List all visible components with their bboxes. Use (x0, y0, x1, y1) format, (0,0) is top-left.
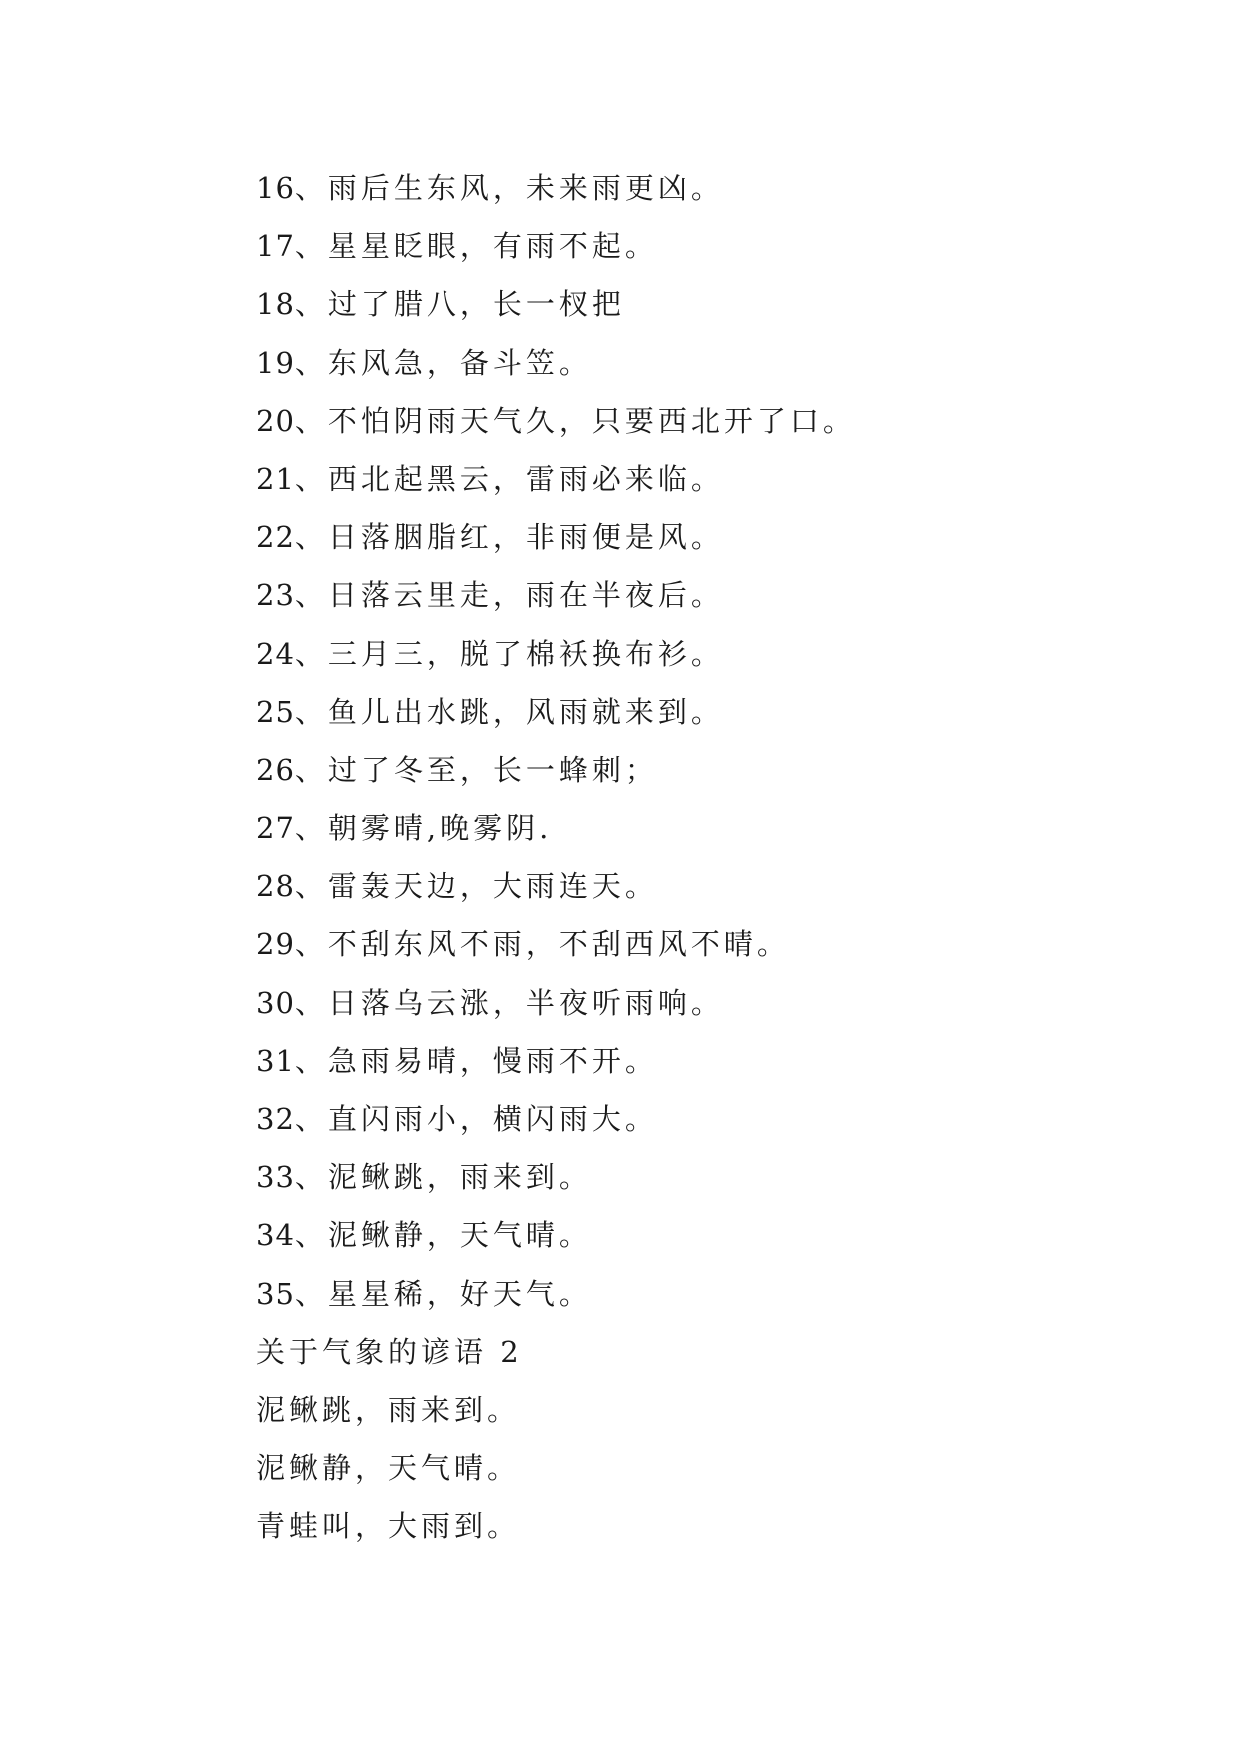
item-text: 、雨后生东风，未来雨更凶。 (294, 171, 724, 205)
item-number: 17 (256, 229, 295, 264)
item-number: 35 (256, 1276, 295, 1311)
list-item (256, 392, 1156, 450)
item-text: 、不怕阴雨天气久，只要西北开了口。 (294, 403, 856, 438)
item-text: 、西北起黑云，雷雨必来临。 (294, 461, 724, 496)
item-text: 、朝雾晴,晚雾阴. (294, 811, 553, 846)
list-item (256, 334, 1156, 392)
item-text: 、星星稀，好天气。 (294, 1276, 592, 1311)
list-item (256, 625, 1156, 683)
item-number: 18 (256, 287, 295, 322)
item-text: 、急雨易晴，慢雨不开。 (294, 1043, 658, 1078)
item-number: 26 (256, 752, 295, 787)
list-item (256, 1265, 1156, 1323)
item-text: 、鱼儿出水跳，风雨就来到。 (294, 694, 724, 729)
item-text: 、星星眨眼，有雨不起。 (294, 229, 658, 264)
item-number: 16 (256, 171, 295, 205)
item-text: 、直闪雨小，横闪雨大。 (294, 1102, 658, 1136)
list-item (256, 857, 1156, 915)
list-item (256, 1206, 1156, 1264)
item-text: 、过了冬至，长一蜂刺； (294, 752, 658, 787)
item-number: 34 (256, 1218, 295, 1253)
item-text: 、东风急，备斗笠。 (294, 345, 592, 380)
item-text: 、不刮东风不雨，不刮西风不晴。 (294, 927, 790, 962)
list-item (256, 1032, 1156, 1090)
list-item (256, 974, 1156, 1032)
item-number: 29 (256, 927, 295, 962)
list-item (256, 915, 1156, 973)
item-text: 、雷轰天边，大雨连天。 (294, 869, 658, 904)
item-number: 20 (256, 403, 295, 438)
list-item (256, 1148, 1156, 1206)
list-item (256, 799, 1156, 857)
list-item (256, 1090, 1156, 1148)
item-number: 21 (256, 461, 295, 496)
item-number: 23 (256, 578, 295, 613)
item-number: 25 (256, 694, 295, 729)
list-item (256, 217, 1156, 275)
list-item (256, 275, 1156, 333)
item-text: 、过了腊八，长一杈把 (294, 287, 625, 322)
item-number: 30 (256, 985, 295, 1020)
item-text: 、三月三，脱了棉袄换布衫。 (294, 636, 724, 671)
item-number: 27 (256, 811, 295, 846)
item-number: 28 (256, 869, 295, 904)
item-number: 32 (256, 1102, 295, 1136)
item-text: 、泥鳅静，天气晴。 (294, 1218, 592, 1253)
item-text: 、日落胭脂红，非雨便是风。 (294, 520, 724, 555)
item-text: 、日落乌云涨，半夜听雨响。 (294, 985, 724, 1020)
list-item: 泥鳅跳，雨来到。 (256, 1392, 521, 1427)
list-item (256, 450, 1156, 508)
list-item: 青蛙叫，大雨到。 (256, 1509, 521, 1544)
list-item (256, 159, 1156, 217)
item-number: 24 (256, 636, 295, 671)
item-text: 、日落云里走，雨在半夜后。 (294, 578, 724, 613)
document-body (256, 159, 1156, 1556)
list-item: 泥鳅静，天气晴。 (256, 1451, 521, 1486)
list-item (256, 566, 1156, 624)
item-number: 33 (256, 1160, 295, 1195)
list-item (256, 741, 1156, 799)
item-text: 、泥鳅跳，雨来到。 (294, 1160, 592, 1195)
list-item (256, 508, 1156, 566)
item-number: 31 (256, 1043, 295, 1078)
section-heading: 关于气象的谚语 2 (256, 1334, 523, 1369)
list-item (256, 683, 1156, 741)
item-number: 22 (256, 520, 295, 555)
item-number: 19 (256, 345, 295, 380)
